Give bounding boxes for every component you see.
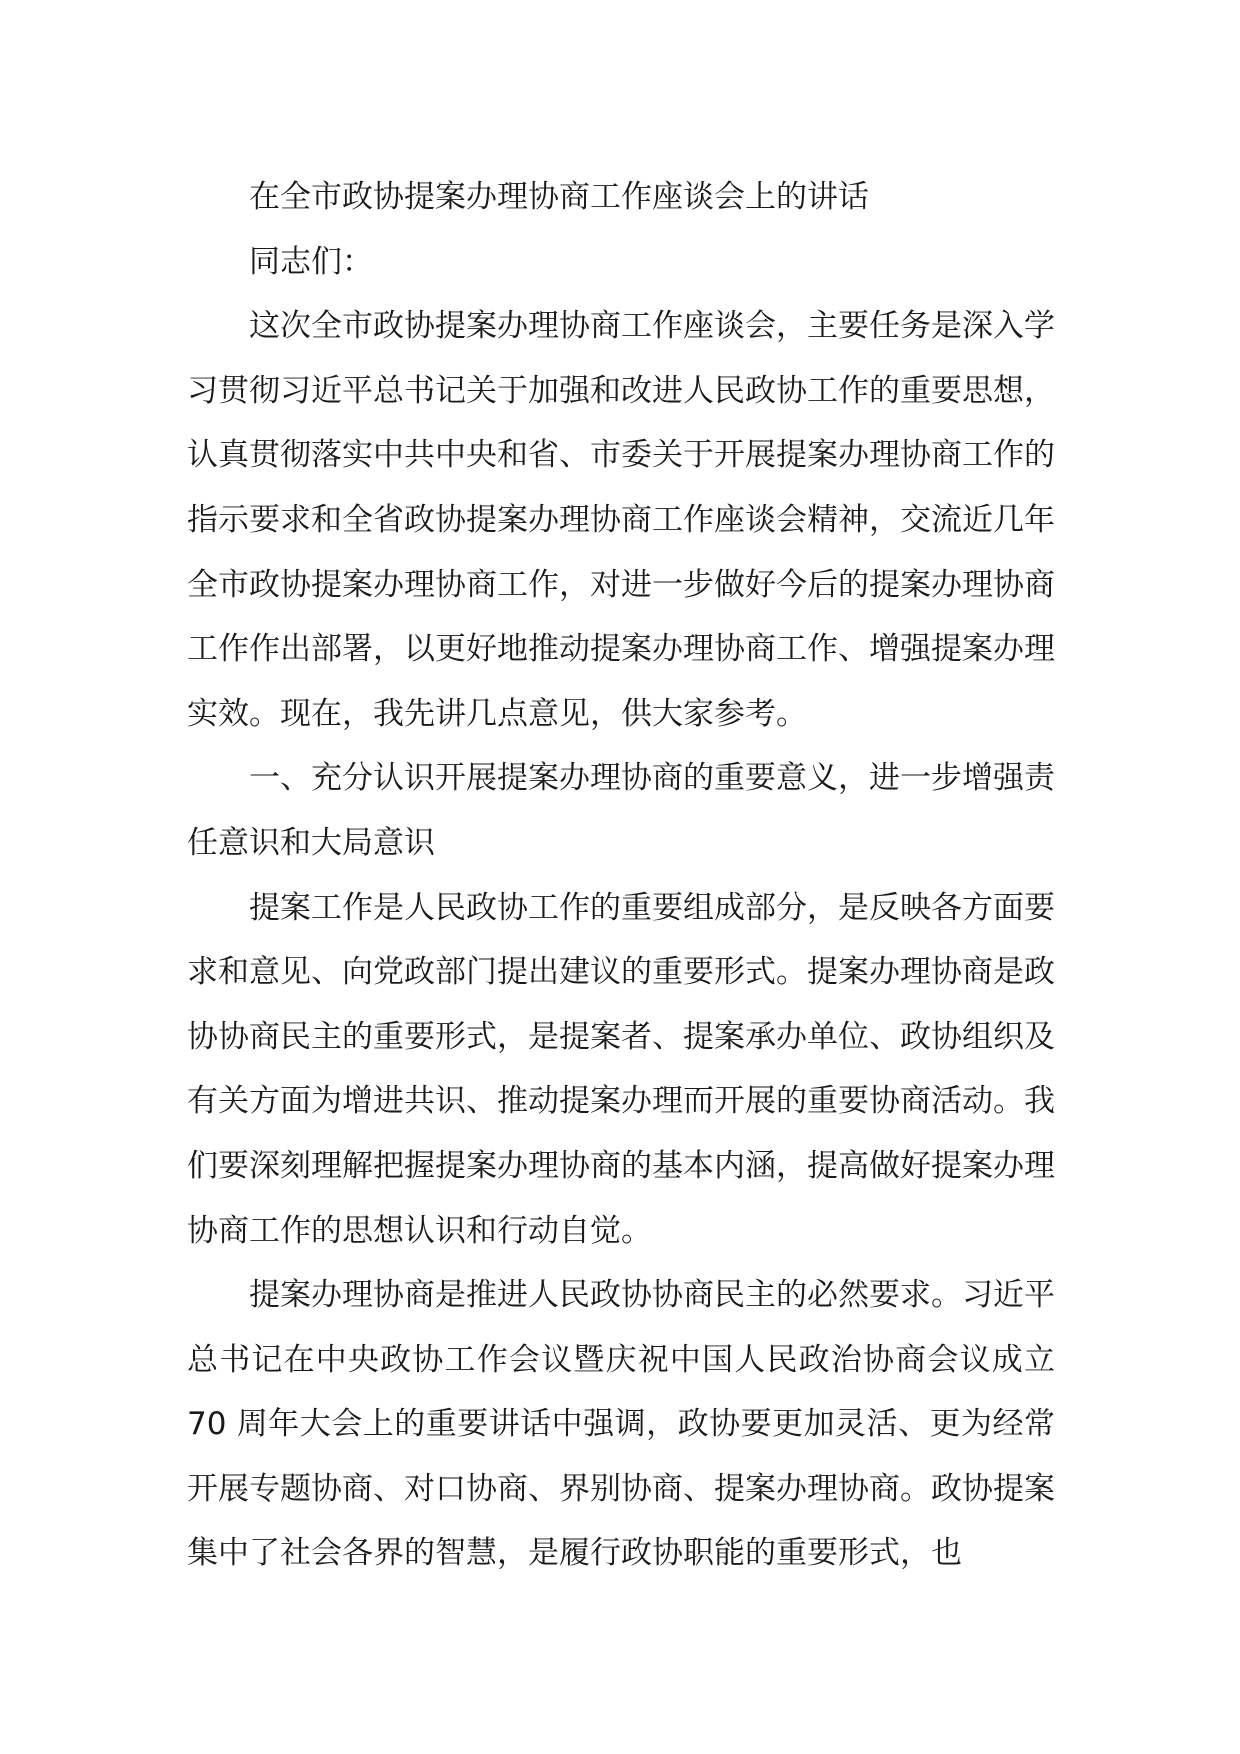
- document-page: [187, 165, 1055, 1586]
- paragraph-proposal-work: 提案工作是人民政协工作的重要组成部分，是反映各方面要求和意见、向党政部门提出建议的重要形式。提案办理协商是政协协商民主的重要形式，是提案者、提案承办单位、政协组织及有关方面为增进共识、推动提案办理而开展的重要协商活动。我们要深刻理解把握提案办理协商的基本内涵，提高做好提案办理协商工作的思想认识和行动自觉。: [187, 889, 1055, 1249]
- paragraph-intro: 这次全市政协提案办理协商工作座谈会，主要任务是深入学习贯彻习近平总书记关于加强和改进人民政协工作的重要思想，认真贯彻落实中共中央和省、市委关于开展提案办理协商工作的指示要求和全省政协提案办理协商工作座谈会精神，交流近几年全市政协提案办理协商工作，对进一步做好今后的提案办理协商工作作出部署，以更好地推动提案办理协商工作、增强提案办理实效。现在，我先讲几点意见，供大家参考。: [187, 308, 1055, 732]
- section-heading-1: 一、充分认识开展提案办理协商的重要意义，进一步增强责任意识和大局意识: [187, 760, 1055, 861]
- paragraph-consultation-requirement: 提案办理协商是推进人民政协协商民主的必然要求。习近平总书记在中央政协工作会议暨庆祝中国人民政治协商会议成立 70 周年大会上的重要讲话中强调，政协要更加灵活、更为经常开展专题协商、对口协商、界别协商、提案办理协商。政协提案集中了社会各界的智慧，是履行政协职能的重要形式，也: [187, 1277, 1055, 1572]
- salutation: 同志们：: [249, 243, 373, 280]
- document-title: 在全市政协提案办理协商工作座谈会上的讲话: [249, 179, 869, 215]
